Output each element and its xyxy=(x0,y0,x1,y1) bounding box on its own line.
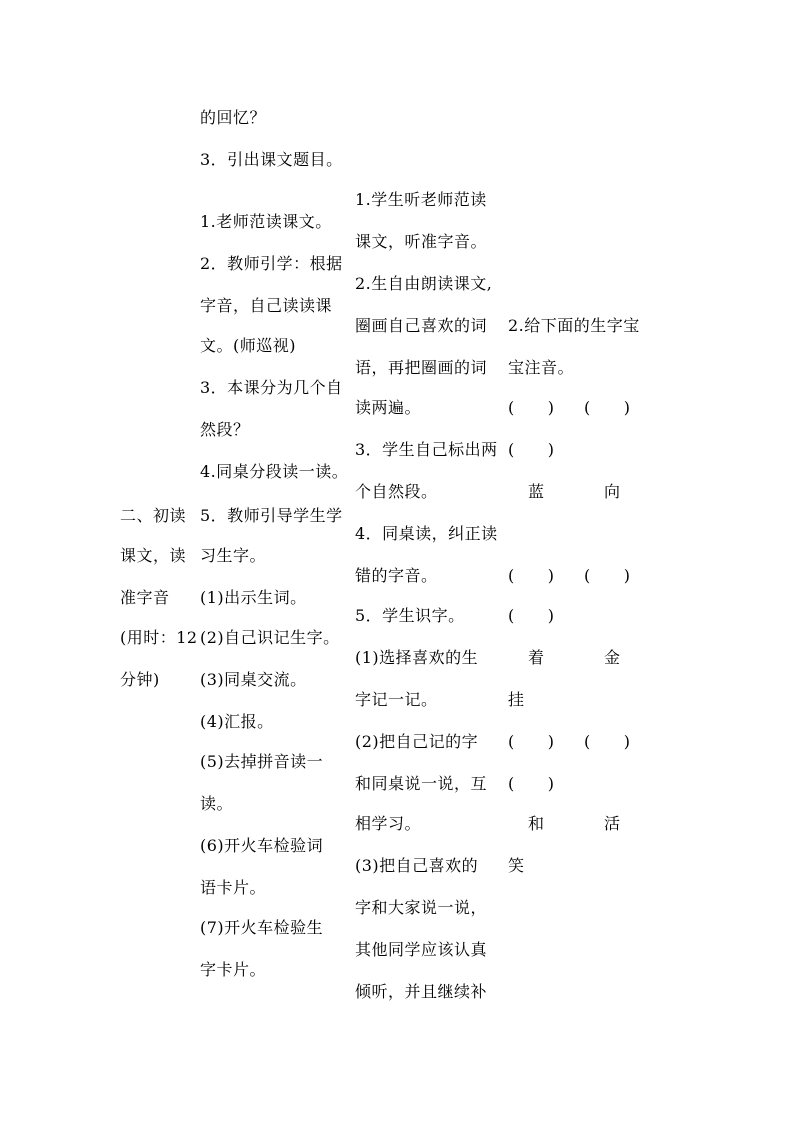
pinyin-blank: ( ) xyxy=(508,606,555,625)
teacher-activity-line: 语卡片。 xyxy=(200,878,267,897)
pinyin-blank: ( ) xyxy=(584,732,631,751)
student-activity-line: 错的字音。 xyxy=(355,566,438,585)
student-activity-line: 个自然段。 xyxy=(355,482,438,501)
student-activity-line: 相学习。 xyxy=(355,814,422,833)
pinyin-blank: ( ) xyxy=(508,398,555,417)
teacher-activity-line: 习生字。 xyxy=(200,546,267,565)
student-activity-line: (1)选择喜欢的生 xyxy=(355,648,479,667)
teacher-activity-line: (2)自己识记生字。 xyxy=(200,628,340,647)
pinyin-blank: ( ) xyxy=(508,774,555,793)
student-activity-line: 5．学生识字。 xyxy=(355,606,465,625)
student-activity-line: 圈画自己喜欢的词 xyxy=(355,316,488,335)
teacher-activity-line: 1.老师范读课文。 xyxy=(200,212,332,231)
pinyin-blank: ( ) xyxy=(584,566,631,585)
exercise-instruction-line: 2.给下面的生字宝 xyxy=(508,316,640,335)
stage-time-line: (用时：12 xyxy=(120,628,198,647)
student-activity-line: (2)把自己记的字 xyxy=(355,732,479,751)
teacher-activity-line: 然段？ xyxy=(200,420,250,439)
student-activity-line: 1.学生听老师范读 xyxy=(355,190,487,209)
pinyin-blank: ( ) xyxy=(508,566,555,585)
teacher-activity-line: (4)汇报。 xyxy=(200,712,274,731)
teacher-activity-line: (7)开火车检验生 xyxy=(200,918,324,937)
pinyin-blank: ( ) xyxy=(584,398,631,417)
exercise-character: 金 xyxy=(604,648,621,667)
teacher-activity-line: 文。(师巡视) xyxy=(200,336,296,355)
student-activity-line: 3．学生自己标出两 xyxy=(355,440,498,459)
teacher-activity-line: 4.同桌分段读一读。 xyxy=(200,462,349,481)
student-activity-line: 2.生自由朗读课文, xyxy=(355,274,493,293)
teacher-activity-line: 3．本课分为几个自 xyxy=(200,378,343,397)
exercise-character: 向 xyxy=(604,482,621,501)
stage-title-line: 课文，读 xyxy=(120,546,187,565)
exercise-instruction-line: 宝注音。 xyxy=(508,358,575,377)
student-activity-line: 4．同桌读，纠正读 xyxy=(355,524,498,543)
teacher-activity-line: 2．教师引学：根据 xyxy=(200,254,343,273)
student-activity-line: (3)把自己喜欢的 xyxy=(355,856,479,875)
student-activity-line: 和同桌说一说，互 xyxy=(355,774,488,793)
student-activity-line: 字记一记。 xyxy=(355,690,438,709)
exercise-character: 蓝 xyxy=(528,482,545,501)
student-activity-line: 语，再把圈画的词 xyxy=(355,358,488,377)
student-activity-line: 倾听，并且继续补 xyxy=(355,982,488,1001)
teacher-activity-line: 3．引出课文题目。 xyxy=(200,150,343,169)
exercise-character: 笑 xyxy=(508,856,525,875)
teacher-activity-line: 字卡片。 xyxy=(200,960,267,979)
teacher-activity-line: 5．教师引导学生学 xyxy=(200,506,343,525)
stage-time-line: 分钟) xyxy=(120,670,160,689)
teacher-activity-line: (5)去掉拼音读一 xyxy=(200,752,324,771)
stage-title-line: 准字音 xyxy=(120,588,170,607)
student-activity-line: 课文，听准字音。 xyxy=(355,232,488,251)
exercise-character: 和 xyxy=(528,814,545,833)
exercise-character: 挂 xyxy=(508,690,525,709)
teacher-activity-line: (6)开火车检验词 xyxy=(200,836,324,855)
student-activity-line: 读两遍。 xyxy=(355,398,422,417)
pinyin-blank: ( ) xyxy=(508,732,555,751)
teacher-activity-line: 字音，自己读读课 xyxy=(200,296,333,315)
exercise-character: 活 xyxy=(604,814,621,833)
teacher-activity-line: (1)出示生词。 xyxy=(200,588,307,607)
pinyin-blank: ( ) xyxy=(508,440,555,459)
student-activity-line: 字和大家说一说， xyxy=(355,898,488,917)
teacher-activity-line: 的回忆？ xyxy=(200,108,267,127)
stage-title-line: 二、初读 xyxy=(120,506,187,525)
teacher-activity-line: 读。 xyxy=(200,794,234,813)
exercise-character: 着 xyxy=(528,648,545,667)
teacher-activity-line: (3)同桌交流。 xyxy=(200,670,307,689)
student-activity-line: 其他同学应该认真 xyxy=(355,940,488,959)
